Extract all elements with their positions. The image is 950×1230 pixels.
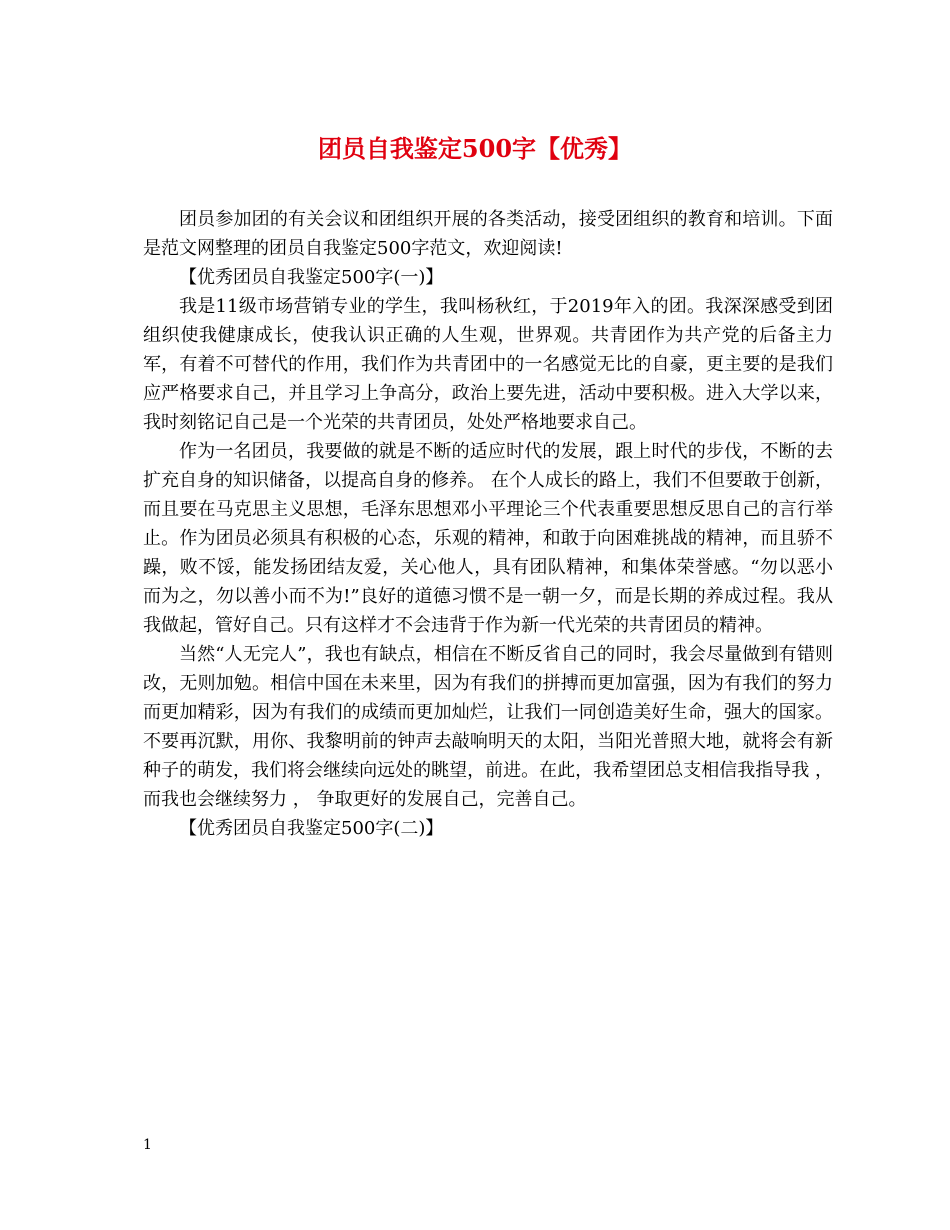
- section-heading-two: 【优秀团员自我鉴定500字(二)】: [179, 818, 444, 839]
- document-body: [143, 205, 833, 843]
- document-title: 团员自我鉴定500字【优秀】: [317, 134, 633, 163]
- intro-paragraph: 团员参加团的有关会议和团组织开展的各类活动，接受团组织的教育和培训。下面是范文网整理的团员自我鉴定500字范文，欢迎阅读!: [143, 209, 833, 259]
- page-number: 1: [143, 1137, 152, 1153]
- section-heading-one: 【优秀团员自我鉴定500字(一)】: [179, 267, 444, 288]
- body-paragraph: 我是11级市场营销专业的学生，我叫杨秋红，于2019年入的团。我深深感受到团组织使我健康成长，使我认识正确的人生观，世界观。共青团作为共产党的后备主力军，有着不可替代的作用，我们作为共青团中的一名感觉无比的自豪，更主要的是我们应严格要求自己，并且学习上争高分，政治上要先进，活动中要积极。进入大学以来，我时刻铭记自己是一个光荣的共青团员，处处严格地要求自己。: [143, 296, 833, 433]
- body-paragraph: 作为一名团员，我要做的就是不断的适应时代的发展，跟上时代的步伐，不断的去扩充自身的知识储备，以提高自身的修养。 在个人成长的路上，我们不但要敢于创新，而且要在马克思主义思想，毛泽东思想邓小平理论三个代表重要思想反思自己的言行举止。作为团员必须具有积极的心态，乐观的精神，和敢于向困难挑战的精神，而且骄不躁，败不馁，能发扬团结友爱，关心他人，具有团队精神，和集体荣誉感。“勿以恶小而为之，勿以善小而不为!”良好的道德习惯不是一朝一夕，而是长期的养成过程。我从我做起，管好自己。只有这样才不会违背于作为新一代光荣的共青团员的精神。: [143, 441, 833, 636]
- body-paragraph: 当然“人无完人”，我也有缺点，相信在不断反省自己的同时，我会尽量做到有错则改，无则加勉。相信中国在未来里，因为有我们的拼搏而更加富强，因为有我们的努力而更加精彩，因为有我们的成绩而更加灿烂，让我们一同创造美好生命，强大的国家。不要再沉默，用你、我黎明前的钟声去敲响明天的太阳，当阳光普照大地，就将会有新种子的萌发，我们将会继续向远处的眺望，前进。在此，我希望团总支相信我指导我 ， 而我也会继续努力 ， 争取更好的发展自己，完善自己。: [143, 644, 833, 810]
